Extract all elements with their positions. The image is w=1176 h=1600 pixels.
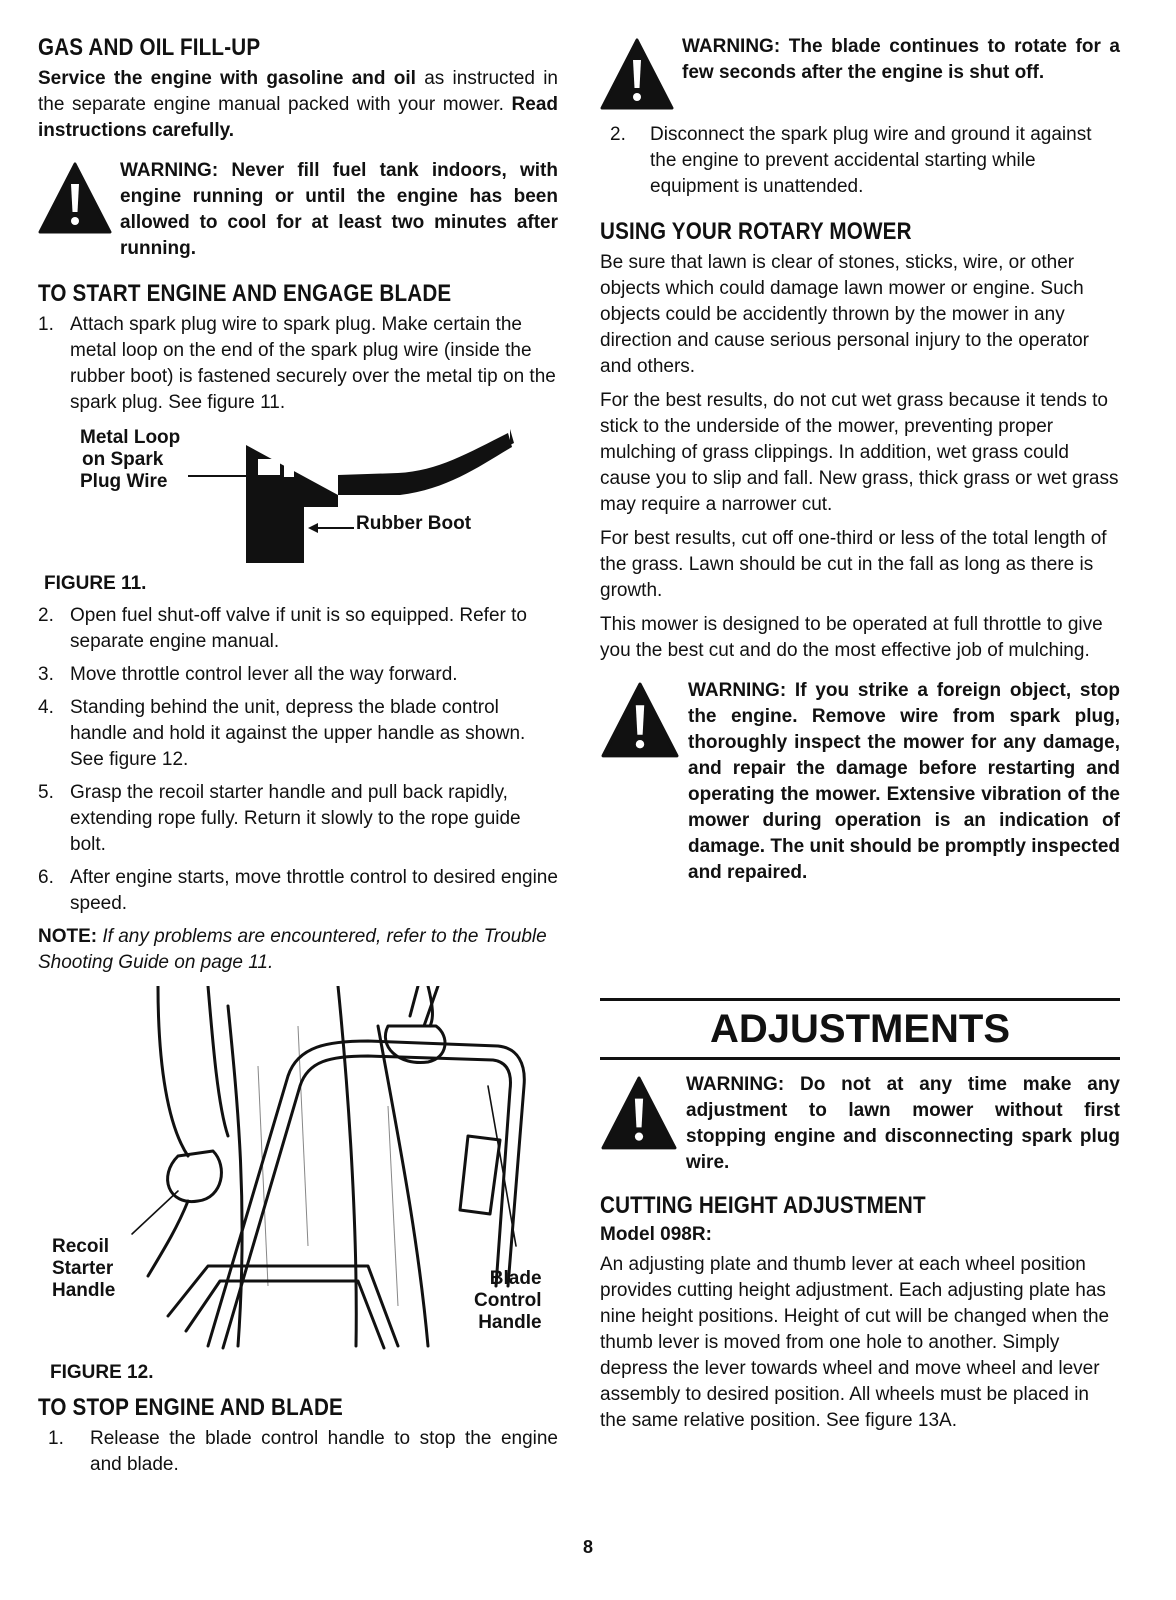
left-column [38,34,558,1485]
rubber-boot-label: Rubber Boot [356,513,472,534]
foreign-object-warning [600,678,1120,886]
start-steps-part2 [38,603,558,917]
gas-oil-paragraph [38,66,558,144]
stop-engine-heading: TO STOP ENGINE AND BLADE [38,1394,343,1421]
list-item: 4. Standing behind the unit, depress the blade control handle and hold it against the upper handle as shown. See figure 12. [38,697,526,770]
list-item: 3. Move throttle control lever all the way forward. [38,664,458,685]
model-label: Model 098R: [600,1224,712,1245]
blade-control-label: Blade Control Handle [474,1268,542,1333]
gas-oil-bold-2: Read instructions carefully. [38,94,558,141]
recoil-starter-label: Recoil Starter Handle [52,1236,116,1301]
gas-oil-text: as instructed in the separate engine manual packed with your mower. [38,68,558,115]
page-number: 8 [582,1537,593,1557]
list-item: 2. Disconnect the spark plug wire and ground it against the engine to prevent accidental starting while equipment is unattended. [610,124,1092,197]
list-item: 2. Open fuel shut-off valve if unit is so equipped. Refer to separate engine manual. [38,605,527,652]
figure-12 [38,986,558,1358]
warning-icon [600,1076,678,1152]
using-paragraph-4: This mower is designed to be operated at full throttle to give you the best cut and do the most effective job of mulching. [600,614,1103,661]
spark-plug-boot-illustration [38,423,558,573]
start-engine-heading: TO START ENGINE AND ENGAGE BLADE [38,280,452,307]
list-item: 6. After engine starts, move throttle control to desired engine speed. [38,867,558,914]
adjustments-banner [600,998,1120,1060]
note [38,924,558,976]
gas-oil-heading: GAS AND OIL FILL-UP [38,34,261,61]
divider [600,1057,1120,1060]
note-label: NOTE: [38,926,98,947]
cutting-height-heading: CUTTING HEIGHT ADJUSTMENT [600,1192,926,1219]
using-paragraph-1: Be sure that lawn is clear of stones, sticks, wire, or other objects which could damage lawn mower or engine. Such objects could be accidently thrown by the mower in any direction and cause serious personal injury to the operator and others. [600,252,1090,377]
figure-12-caption: FIGURE 12. [50,1362,154,1383]
fuel-warning [38,158,558,262]
warning-icon [600,38,674,112]
fuel-warning-text: WARNING: Never fill fuel tank indoors, with engine running or until the engine has been allowed to cool for at least two minutes after running. [120,160,558,259]
stop-steps-continued [600,122,1120,200]
gas-oil-bold-1: Service the engine with gasoline and oil [38,68,416,89]
adjustment-warning [600,1072,1120,1176]
note-text: If any problems are encountered, refer to the Trouble Shooting Guide on page 11. [38,926,547,973]
using-paragraph-3: For best results, cut off one-third or less of the total length of the grass. Lawn should be cut in the fall as long as there is growth. [600,528,1107,601]
list-item: 5. Grasp the recoil starter handle and pull back rapidly, extending rope fully. Return it slowly to the rope guide bolt. [38,782,521,855]
figure-11-caption: FIGURE 11. [44,573,147,594]
warning-icon [600,682,680,760]
divider [600,998,1120,1001]
metal-loop-label: Metal Loop on Spark Plug Wire [80,427,181,492]
blade-rotation-warning [600,34,1120,112]
adjustments-heading: ADJUSTMENTS [709,1007,1011,1051]
right-column [600,34,1120,1442]
adjustment-warning-text: WARNING: Do not at any time make any adjustment to lawn mower without first stopping engine and disconnecting spark plug wire. [686,1074,1120,1173]
list-item: 1. Attach spark plug wire to spark plug. Make certain the metal loop on the end of the spark plug wire (inside the rubber boot) is fastened securely over the metal tip on the spark plug. See figure 11. [38,314,556,413]
start-steps-part1 [38,312,558,416]
using-mower-heading: USING YOUR ROTARY MOWER [600,218,912,245]
blade-rotation-warning-text: WARNING: The blade continues to rotate for a few seconds after the engine is shut off. [682,36,1120,83]
figure-11 [38,423,558,573]
list-item: 1. Release the blade control handle to stop the engine and blade. [48,1428,558,1475]
foreign-object-warning-text: WARNING: If you strike a foreign object, stop the engine. Remove wire from spark plug, thoroughly inspect the mower for any damage, and repair the damage before restarting and operating the mower. Extensive vibration of the mower during operation is an indication of damage. The unit should be promptly inspected and repaired. [688,680,1120,883]
stop-steps [38,1426,558,1478]
cutting-height-paragraph: An adjusting plate and thumb lever at each wheel position provides cutting height adjustment. Each adjusting plate has nine height positions. Height of cut will be changed when the thumb lever is moved from one hole to another. Simply depress the lever towards wheel and move wheel and lever assembly to desired position. All wheels must be placed in the same relative position. See figure 13A. [600,1254,1110,1431]
using-paragraph-2: For the best results, do not cut wet grass because it tends to stick to the underside of the mower, preventing proper mulching of grass clippings. In addition, wet grass could cause you to slip and fall. New grass, thick grass or wet grass may require a narrower cut. [600,390,1119,515]
warning-icon [38,162,112,236]
